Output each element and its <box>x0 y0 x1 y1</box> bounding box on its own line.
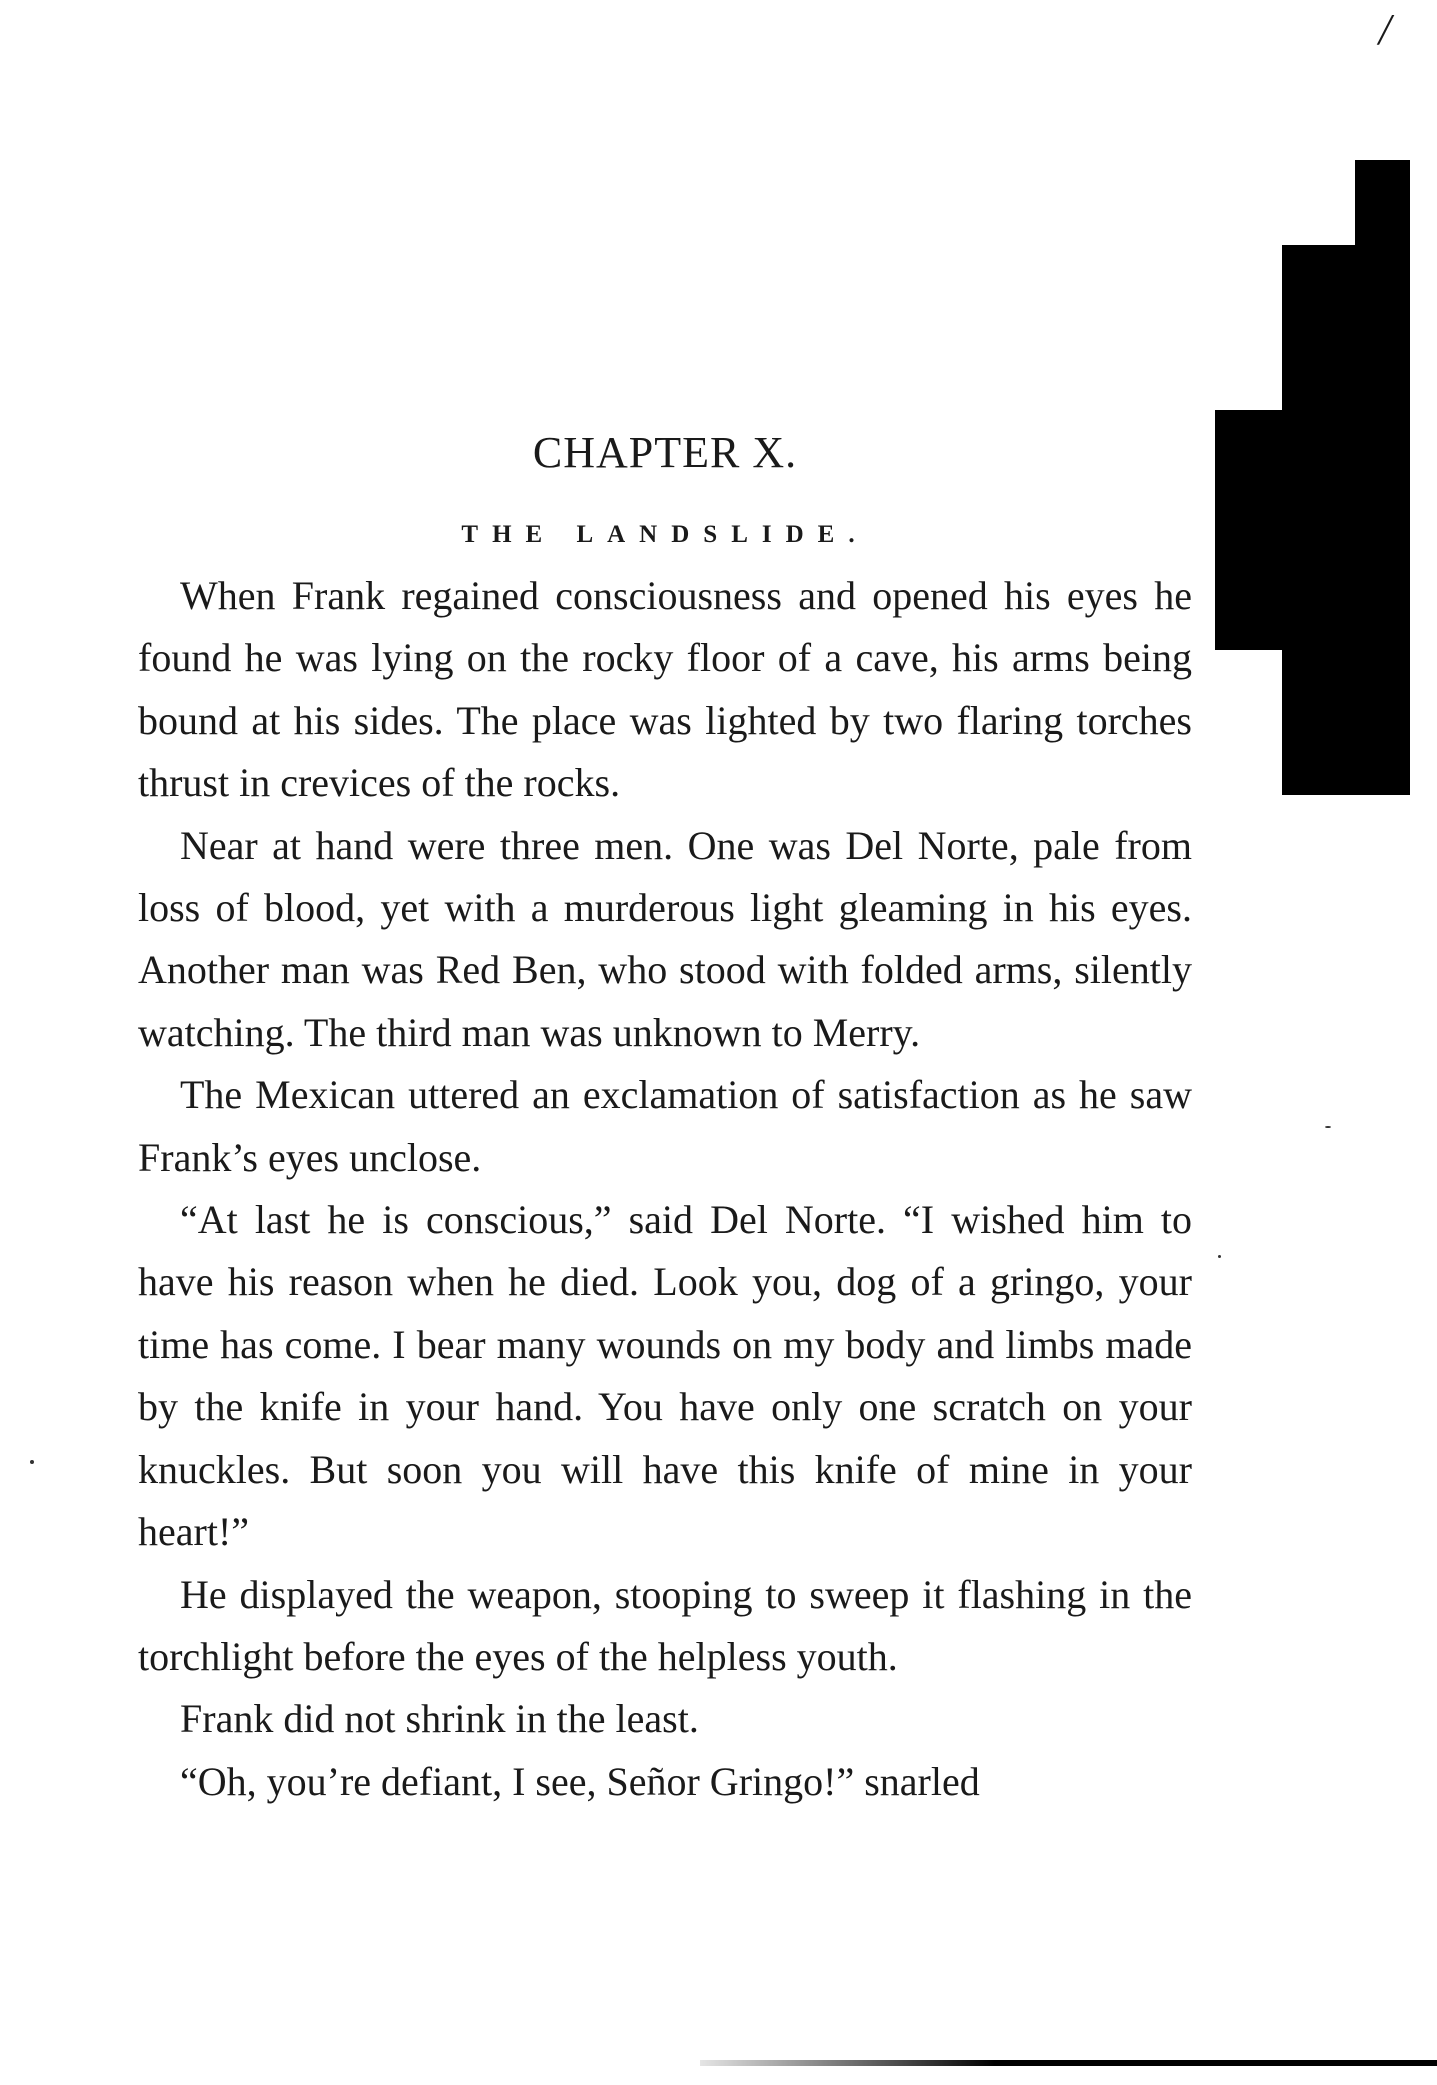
margin-mark: / <box>1378 5 1391 54</box>
paragraph: When Frank regained consciousness and opened his eyes he found he was lying on the rocky floor of a cave, his arms being bound at his sides. The place was lighted by two flaring torches thrust in crevices of the rocks. <box>138 573 1192 806</box>
paragraph: Frank did not shrink in the least. <box>180 1696 699 1742</box>
paragraph: “At last he is conscious,” said Del Norte. “I wished him to have his reason when he died. Look you, dog of a gringo, your time has come. I bear many wounds on my body and limbs made by the knife in your hand. You have only one scratch on your knuckles. But soon you will have this knife of mine in your heart!” <box>138 1197 1192 1555</box>
paragraph: He displayed the weapon, stooping to sweep it flashing in the torchlight before the eyes of the helpless youth. <box>138 1571 1192 1679</box>
paragraph: The Mexican uttered an exclamation of satisfaction as he saw Frank’s eyes unclose. <box>138 1072 1192 1180</box>
speck-decoration <box>1218 1255 1221 1258</box>
chapter-body <box>138 565 1192 1813</box>
paragraph: Near at hand were three men. One was Del Norte, pale from loss of blood, yet with a murderous light gleaming in his eyes. Another man was Red Ben, who stood with folded arms, silently watching. The third man was unknown to Merry. <box>138 822 1192 1055</box>
scan-edge-line <box>700 2060 1437 2066</box>
speck-decoration <box>1325 1126 1331 1128</box>
paragraph: “Oh, you’re defiant, I see, Señor Gringo!” snarled <box>180 1758 980 1804</box>
chapter-subtitle: THE LANDSLIDE. <box>461 520 869 548</box>
chapter-title: CHAPTER X. <box>532 428 798 478</box>
speck-decoration <box>30 1460 34 1464</box>
scan-blot-decoration <box>1355 160 1410 260</box>
